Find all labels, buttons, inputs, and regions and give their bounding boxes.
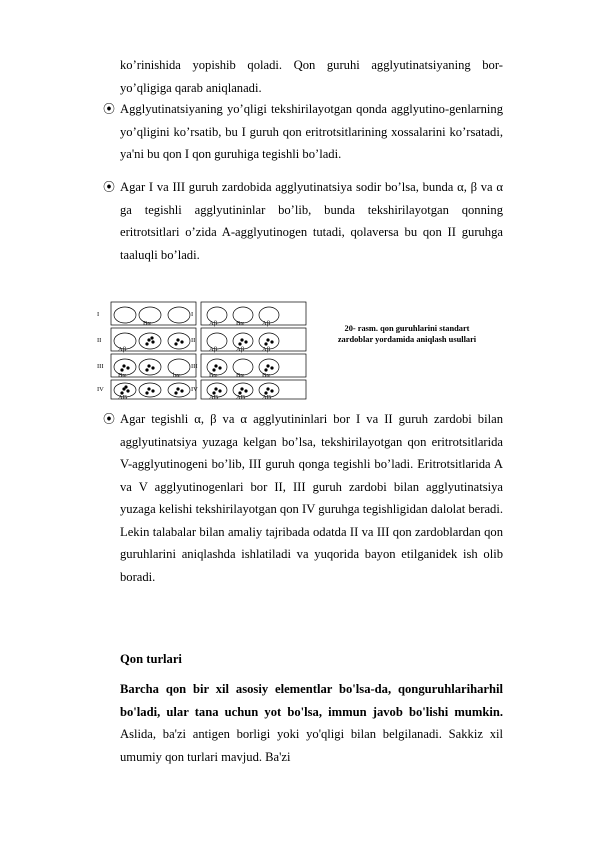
- cell-label: Bα: [118, 372, 126, 379]
- cell-label: AB: [262, 394, 272, 400]
- intro-paragraph: ko’rinishida yopishib qoladi. Qon guruhi agglyutinatsiyaning bor-yo’qligiga qarab aniqlanadi.: [120, 58, 503, 95]
- right-row-label-1: I: [191, 311, 194, 318]
- caption-line-1: 20- rasm. qon guruhlarini standart: [344, 324, 470, 333]
- cell-label: Bα: [209, 372, 217, 379]
- cell-label: Aβ: [209, 320, 218, 327]
- cell-label: AB: [118, 394, 128, 400]
- cell-label: AB: [209, 394, 219, 400]
- cell-label: Aβ: [118, 346, 127, 353]
- section-bold-text: Barcha qon bir xil asosiy elementlar bo'lsa-da, qonguruhlariharhil bo'ladi, ular tana uchun yot bo'lsa, immun javob bo'lishi mumkin.: [120, 682, 503, 719]
- cell-label: AB: [236, 394, 246, 400]
- right-row-label-2: II: [191, 337, 196, 344]
- cell-label: Bα: [236, 320, 244, 327]
- row-label-4: IV: [97, 386, 104, 393]
- circled-dot-icon: ⦿: [103, 102, 116, 116]
- row-label-1: I: [97, 311, 100, 318]
- cell-label: Bα: [143, 320, 151, 327]
- blood-group-figure: [93, 300, 308, 405]
- cell-label: Bα: [236, 372, 244, 379]
- circled-dot-icon: ⦿: [103, 412, 116, 426]
- bullet-paragraph-3: Agar tegishli α, β va α agglyutininlari bor I va II guruh zardobi bilan agglyutinatsiya yuzaga kelgan bo’lsa, tekshirilayotgan qon eritrotsitlarida V-agglyutinogeni bo’lib, III guruh qonga tegishli bo’ladi. Eritrotsitlarida A va V agglyutinogenlari bor II, III guruh zardobi bilan agglyutinatsiya yuzaga kelishi tekshirilayotgan qon IV guruhga tegishligidan dalolat beradi. Lekin talabalar bilan amaliy tajribada odatda II va III qon zardoblardan qon guruhlarini aniqlashda ishlatiladi va yuqorida bayon etilganidek ish olib boradi.: [120, 412, 503, 584]
- cell-label: Aβ: [209, 346, 218, 353]
- cell-label: Aβ: [262, 346, 271, 353]
- agglutination-diagram: [93, 300, 308, 400]
- circled-dot-icon: ⦿: [103, 180, 116, 194]
- section-normal-text: Aslida, ba'zi antigen borligi yoki yo'qligi bilan belgilanadi. Sakkiz xil umumiy qon turlari mavjud. Ba'zi: [120, 727, 503, 764]
- cell-label: bα: [173, 372, 180, 379]
- cell-label: Aβ: [236, 346, 245, 353]
- row-label-2: II: [97, 337, 102, 344]
- caption-line-2: zardoblar yordamida aniqlash usullari: [337, 335, 477, 344]
- cell-label: Bα: [262, 372, 270, 379]
- right-row-label-3: III: [191, 363, 198, 370]
- row-label-3: III: [97, 363, 104, 370]
- right-row-label-4: IV: [191, 386, 198, 393]
- bullet-paragraph-1: Agglyutinatsiyaning yo’qligi tekshirilayotgan qonda agglyutino-genlarning yo’qligini ko’rsatib, bu I guruh qon eritrotsitlarining xossalarini ko’rsatadi, ya'ni bu qon I qon guruhiga tegishli bo’ladi.: [120, 102, 503, 161]
- section-heading: Qon turlari: [120, 652, 182, 666]
- bullet-paragraph-2: Agar I va III guruh zardobida agglyutinatsiya sodir bo’lsa, bunda α, β va α ga tegishli agglyutininlar bo’lib, bunda tekshirilayotgan qonning eritrotsitlari o’zida A-agglyutinogen tutadi, qolaversa bu qon II guruhga taaluqli bo’ladi.: [120, 180, 503, 262]
- section-paragraph: [120, 678, 503, 768]
- cell-label: Aβ: [262, 320, 271, 327]
- figure-caption: [312, 323, 502, 345]
